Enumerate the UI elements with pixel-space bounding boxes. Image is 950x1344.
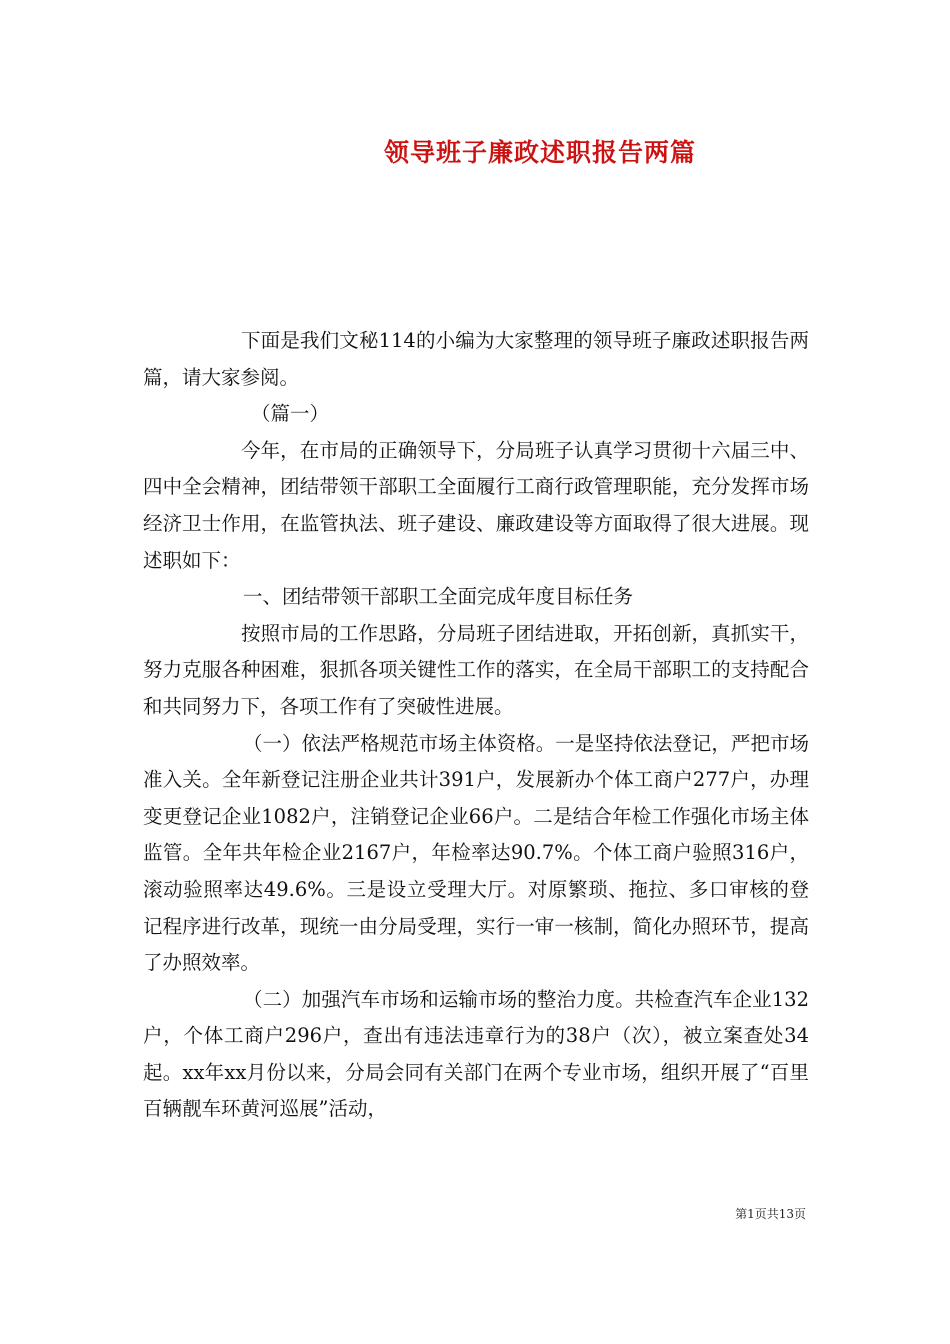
body-paragraph: 按照市局的工作思路，分局班子团结进取，开拓创新，真抓实干，努力克服各种困难，狠抓各项关键性工作的落实，在全局干部职工的支持配合和共同努力下，各项工作有了突破性进展。 [143, 621, 809, 718]
document-body [143, 323, 809, 1128]
document-title: 领导班子廉政述职报告两篇 [383, 138, 696, 167]
body-paragraph: 今年，在市局的正确领导下，分局班子认真学习贯彻十六届三中、四中全会精神，团结带领干部职工全面履行工商行政管理职能，充分发挥市场经济卫士作用，在监管执法、班子建设、廉政建设等方面取得了很大进展。现述职如下： [143, 438, 809, 572]
intro-paragraph: 下面是我们文秘114的小编为大家整理的领导班子廉政述职报告两篇，请大家参阅。 [143, 329, 809, 389]
body-paragraph: （二）加强汽车市场和运输市场的整治力度。共检查汽车企业132户，个体工商户296户，查出有违法违章行为的38户（次），被立案查处34起。xx年xx月份以来，分局会同有关部门在两个专业市场，组织开展了“百里百辆靓车环黄河巡展”活动， [143, 987, 809, 1121]
section-label: （篇一） [251, 402, 330, 426]
body-paragraph: （一）依法严格规范市场主体资格。一是坚持依法登记，严把市场准入关。全年新登记注册企业共计391户，发展新办个体工商户277户，办理变更登记企业1082户，注销登记企业66户。二是结合年检工作强化市场主体监管。全年共年检企业2167户，年检率达90.7%。个体工商户验照316户，滚动验照率达49.6%。三是设立受理大厅。对原繁琐、拖拉、多口审核的登记程序进行改革，现统一由分局受理，实行一审一核制，简化办照环节，提高了办照效率。 [143, 731, 809, 975]
section-heading: 一、团结带领干部职工全面完成年度目标任务 [243, 585, 634, 609]
page-number: 第1页共13页 [735, 1207, 806, 1221]
